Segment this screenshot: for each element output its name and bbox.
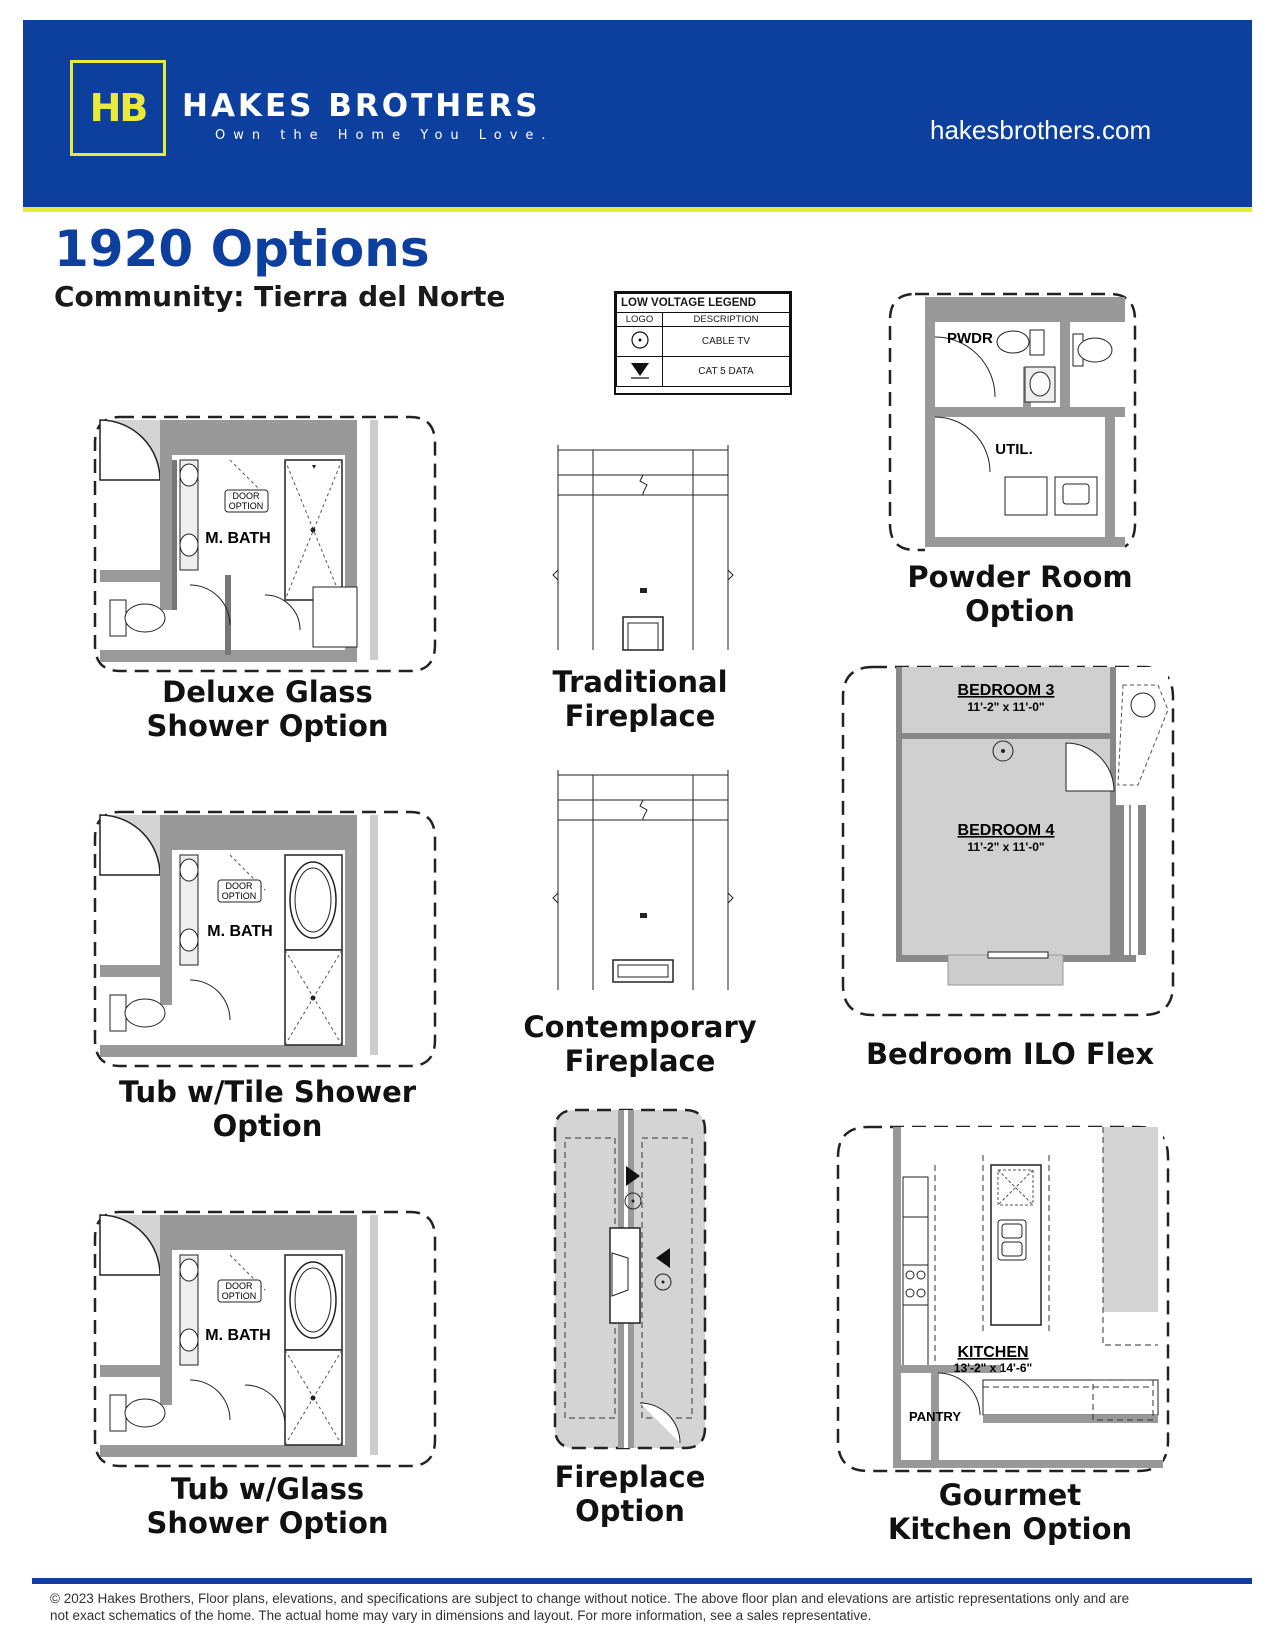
tub-tile-shower-caption xyxy=(95,1075,440,1143)
caption-line: Gourmet xyxy=(938,1478,1082,1512)
room-size: 11'-2" x 11'-0" xyxy=(967,700,1045,714)
caption-line: Option xyxy=(575,1494,685,1528)
low-voltage-legend xyxy=(614,291,792,395)
legend-row-desc: CABLE TV xyxy=(663,327,790,357)
traditional-fireplace-caption xyxy=(530,665,750,733)
logo-text: HB xyxy=(89,86,147,130)
fireplace-option-plan xyxy=(550,1108,710,1453)
cable-tv-icon xyxy=(617,327,663,357)
legend-row-desc: CAT 5 DATA xyxy=(663,357,790,387)
powder-room-caption xyxy=(890,560,1150,628)
community-name: Community: Tierra del Norte xyxy=(54,280,506,313)
caption-line: Option xyxy=(965,594,1075,628)
website-link[interactable]: hakesbrothers.com xyxy=(930,115,1152,145)
deluxe-shower-caption xyxy=(95,675,440,743)
caption-line: Tub w/Glass xyxy=(170,1472,365,1506)
gourmet-kitchen-plan xyxy=(833,1125,1173,1475)
cat5-data-icon xyxy=(617,357,663,387)
header-stripe xyxy=(23,207,1252,212)
room-label: BEDROOM 4 xyxy=(957,822,1055,839)
brand-tagline: Own the Home You Love. xyxy=(215,128,554,143)
caption-line: Traditional xyxy=(552,665,728,699)
tub-tile-shower-plan xyxy=(90,810,440,1070)
caption-line: Deluxe Glass xyxy=(162,675,373,709)
powder-room-plan xyxy=(885,292,1140,554)
room-label: UTIL. xyxy=(995,441,1033,458)
page-title: 1920 Options xyxy=(54,220,430,278)
caption-line: Powder Room xyxy=(907,560,1133,594)
room-label: PANTRY xyxy=(909,1409,961,1424)
room-label: PWDR xyxy=(947,330,993,347)
caption-line: Fireplace xyxy=(564,1044,716,1078)
caption-line: Fireplace xyxy=(554,1460,706,1494)
disclaimer-line: © 2023 Hakes Brothers, Floor plans, elevations, and specifications are subject to change without notice. The above floor plan and elevations are artistic representations only and are xyxy=(50,1591,1130,1606)
door-option-label: OPTION xyxy=(221,1291,257,1301)
door-option-label: DOOR xyxy=(225,881,253,891)
footer-disclaimer xyxy=(50,1590,1240,1624)
bedroom-ilo-flex-caption: Bedroom ILO Flex xyxy=(865,1037,1155,1071)
caption-line: Shower Option xyxy=(146,1506,389,1540)
room-label: BEDROOM 3 xyxy=(957,682,1055,699)
door-option-label: DOOR xyxy=(225,1281,253,1291)
fireplace-option-caption xyxy=(520,1460,740,1528)
traditional-fireplace-elevation xyxy=(548,435,738,660)
door-option-label: OPTION xyxy=(221,891,257,901)
caption-line: Kitchen Option xyxy=(887,1512,1133,1546)
caption-line: Shower Option xyxy=(146,709,389,743)
caption-line: Option xyxy=(212,1109,323,1143)
legend-col-logo: LOGO xyxy=(617,313,663,327)
caption-line: Contemporary xyxy=(523,1010,757,1044)
room-label: KITCHEN xyxy=(957,1344,1029,1361)
contemporary-fireplace-caption xyxy=(515,1010,765,1078)
footer-rule xyxy=(32,1578,1252,1584)
bedroom-ilo-flex-plan xyxy=(838,665,1178,1020)
door-option-label: OPTION xyxy=(228,501,264,511)
room-label: M. BATH xyxy=(205,530,271,547)
caption-line: Fireplace xyxy=(564,699,716,733)
gourmet-kitchen-caption xyxy=(855,1478,1165,1546)
room-label: M. BATH xyxy=(207,923,273,940)
caption-line: Tub w/Tile Shower xyxy=(118,1075,417,1109)
room-size: 13'-2" x 14'-6" xyxy=(953,1361,1033,1375)
contemporary-fireplace-elevation xyxy=(548,765,738,1000)
tub-glass-shower-caption xyxy=(95,1472,440,1540)
room-size: 11'-2" x 11'-0" xyxy=(967,840,1045,854)
legend-col-description: DESCRIPTION xyxy=(663,313,790,327)
door-option-label: DOOR xyxy=(232,491,260,501)
legend-title: LOW VOLTAGE LEGEND xyxy=(617,294,790,313)
room-label: M. BATH xyxy=(205,1327,271,1344)
tub-glass-shower-plan xyxy=(90,1210,440,1470)
deluxe-shower-plan xyxy=(90,415,440,675)
brand-name: HAKES BROTHERS xyxy=(182,88,541,124)
disclaimer-line: not exact schematics of the home. The actual home may vary in dimensions and layout. For more information, see a sales representative. xyxy=(50,1608,872,1623)
brand-logo xyxy=(70,60,166,156)
